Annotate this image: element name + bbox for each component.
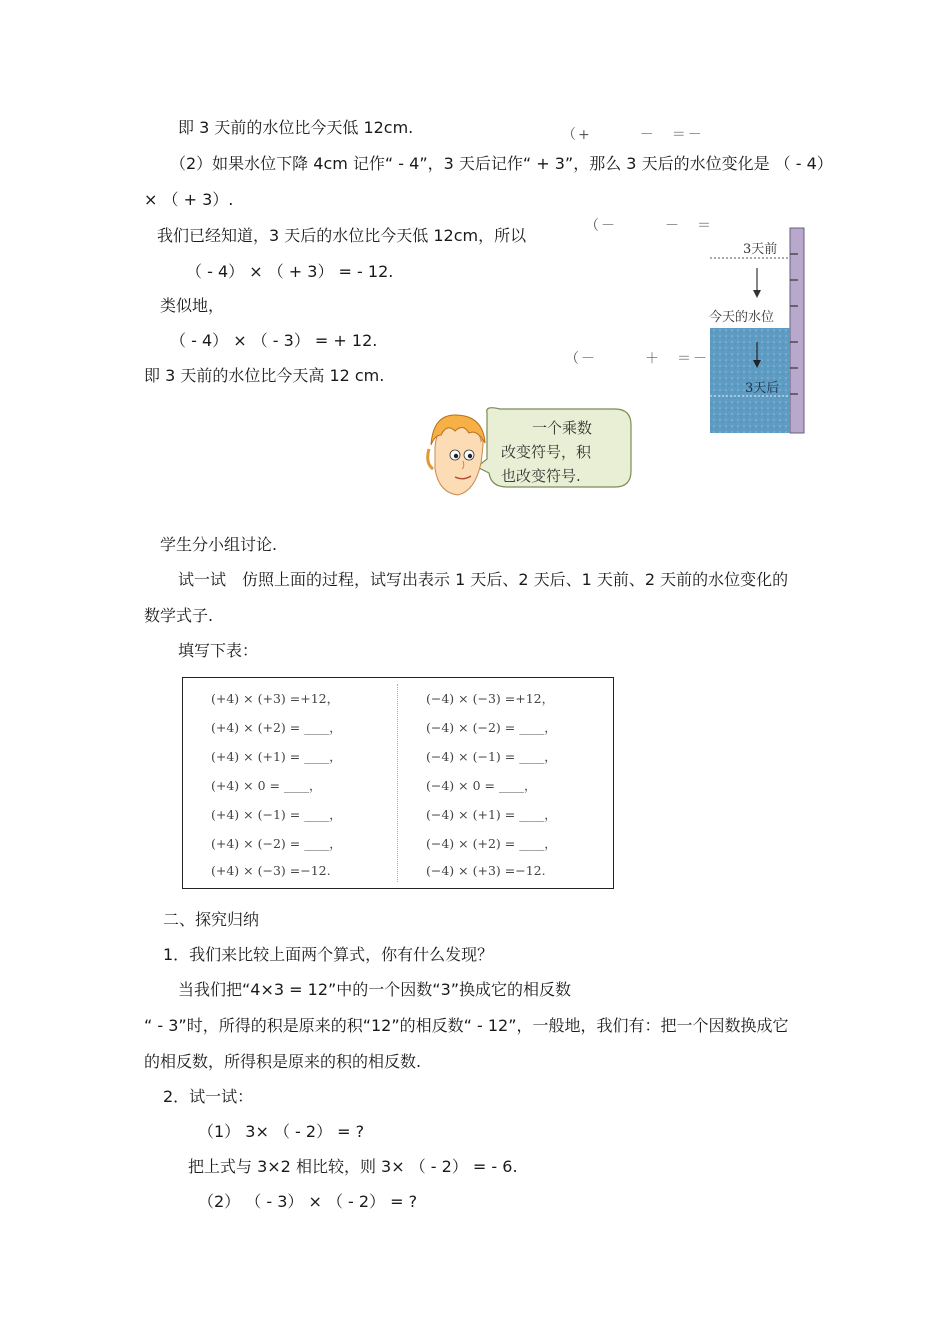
table-left-row-7: (+4) × (−3) =−12. xyxy=(211,863,331,878)
bubble-line-2: 改变符号，积 xyxy=(501,443,592,461)
text-line-14: 1．我们来比较上面两个算式，你有什么发现？ xyxy=(163,945,494,964)
label-today-water-level: 今天的水位 xyxy=(709,310,775,325)
table-left-row-6: (+4) × (−2) = ____， xyxy=(211,836,342,851)
text-line-18: 2．试一试： xyxy=(163,1087,254,1106)
table-right-row-1: (−4) × (−3) =+12， xyxy=(426,691,555,706)
text-line-3: × （ + 3）. xyxy=(144,190,234,209)
text-line-9: 学生分小组讨论. xyxy=(160,535,278,554)
table-left-row-4: (+4) × 0 = ____， xyxy=(211,778,322,793)
label-3-days-later: 3天后 xyxy=(745,381,780,396)
bubble-line-3: 也改变符号. xyxy=(501,467,581,485)
section-heading-explore: 二、探究归纳 xyxy=(163,910,260,929)
text-line-15: 当我们把“4×3 = 12”中的一个因数“3”换成它的相反数 xyxy=(178,980,572,999)
text-line-16: “ - 3”时，所得的积是原来的积“12”的相反数“ - 12”，一般地，我们有：把一个因数换成它 xyxy=(144,1016,789,1035)
text-line-2: （2）如果水位下降 4cm 记作“ - 4”，3 天后记作“ + 3”，那么 3 天后的水位变化是 （ - 4） xyxy=(170,154,833,173)
side-fragment-2: （－ － ＝ xyxy=(585,218,713,234)
text-line-17: 的相反数，所得积是原来的积的相反数. xyxy=(144,1052,422,1071)
bubble-line-1: 一个乘数 xyxy=(532,419,593,437)
fill-in-table xyxy=(182,677,614,889)
table-right-row-6: (−4) × (+2) = ____， xyxy=(426,836,557,851)
text-line-4: 我们已经知道，3 天后的水位比今天低 12cm，所以 xyxy=(157,226,527,245)
table-left-row-5: (+4) × (−1) = ____， xyxy=(211,807,342,822)
text-line-11: 数学式子. xyxy=(144,606,214,625)
text-line-12: 填写下表： xyxy=(178,641,259,660)
table-right-row-4: (−4) × 0 = ____， xyxy=(426,778,537,793)
text-line-19: （1） 3× （ - 2） = ? xyxy=(198,1122,365,1141)
text-line-21: （2） （ - 3） × （ - 2） = ? xyxy=(198,1192,418,1211)
text-line-8: 即 3 天前的水位比今天高 12 cm. xyxy=(144,366,385,385)
text-line-5: （ - 4） × （ + 3） = - 12. xyxy=(186,262,394,281)
table-left-row-1: (+4) × (+3) =+12， xyxy=(211,691,340,706)
water-level-figure xyxy=(700,220,810,440)
side-fragment-1: （+ － ＝－ xyxy=(562,127,704,143)
table-left-row-3: (+4) × (+1) = ____， xyxy=(211,749,342,764)
cartoon-speech-bubble xyxy=(425,405,635,505)
table-right-row-5: (−4) × (+1) = ____， xyxy=(426,807,557,822)
table-right-row-7: (−4) × (+3) =−12. xyxy=(426,863,546,878)
side-fragment-3: （－ ＋ ＝－ xyxy=(565,351,709,367)
text-line-1: 即 3 天前的水位比今天低 12cm. xyxy=(178,118,414,137)
text-line-6: 类似地， xyxy=(160,296,225,315)
table-right-row-3: (−4) × (−1) = ____， xyxy=(426,749,557,764)
text-line-10: 试一试 仿照上面的过程，试写出表示 1 天后、2 天后、1 天前、2 天前的水位变化的 xyxy=(178,570,789,589)
text-line-20: 把上式与 3×2 相比较，则 3× （ - 2） = - 6. xyxy=(188,1157,518,1176)
table-divider xyxy=(397,684,398,882)
text-line-7: （ - 4） × （ - 3） = + 12. xyxy=(170,331,378,350)
table-left-row-2: (+4) × (+2) = ____， xyxy=(211,720,342,735)
table-right-row-2: (−4) × (−2) = ____， xyxy=(426,720,557,735)
label-3-days-ago: 3天前 xyxy=(743,242,778,257)
